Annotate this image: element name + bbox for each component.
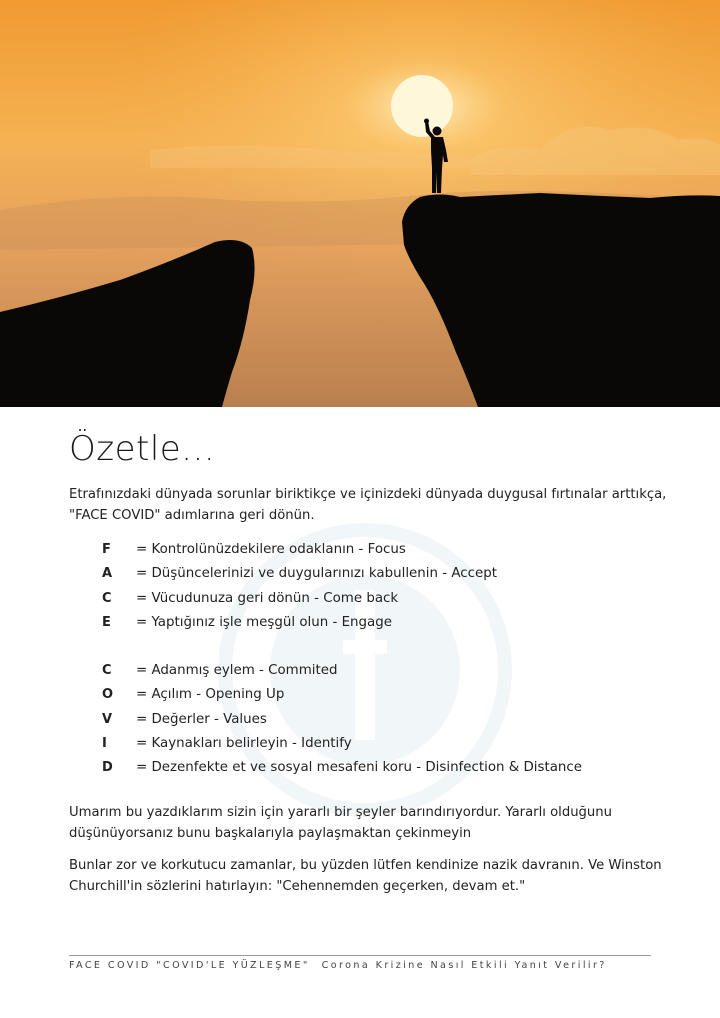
acronym-letter: F — [102, 542, 111, 557]
acronym-text: = Düşüncelerinizi ve duygularınızı kabullenin - Accept — [136, 566, 497, 582]
list-item — [102, 591, 669, 615]
list-item — [102, 663, 669, 687]
list-item — [102, 615, 669, 639]
list-item — [102, 542, 669, 566]
list-item — [102, 566, 669, 590]
acronym-text: = Kontrolünüzdekilere odaklanın - Focus — [136, 542, 406, 557]
footer-right-text: Corona Krizine Nasıl Etkili Yanıt Verilir? — [321, 960, 607, 971]
sunset-cliff-illustration — [0, 0, 720, 407]
page-footer — [69, 955, 651, 971]
acronym-letter: V — [102, 711, 113, 727]
acronym-text: = Yaptığınız işle meşgül olun - Engage — [136, 614, 392, 630]
list-item — [102, 760, 669, 784]
sun — [391, 75, 453, 137]
closing-paragraph-1: Umarım bu yazdıklarım sizin için yararlı bir şeyler barındırıyordur. Yararlı olduğunu düşünüyorsanız bunu başkalarıyla paylaşmaktan çekinmeyin — [69, 804, 613, 841]
acronym-text: = Adanmış eylem - Commited — [136, 663, 338, 679]
list-item — [102, 736, 669, 760]
acronym-letter: D — [102, 760, 113, 776]
acronym-letter: C — [102, 590, 112, 606]
hero-image — [0, 0, 720, 407]
intro-paragraph: Etrafınızdaki dünyada sorunlar biriktikçe ve içinizdeki dünyada duygusal fırtınalar arttıkça, "FACE COVID" adımlarına geri dönün. — [69, 487, 667, 523]
face-covid-list — [102, 542, 669, 785]
page-title: Özetle... — [69, 429, 216, 469]
main-content — [69, 426, 669, 897]
acronym-letter: E — [102, 614, 111, 630]
acronym-text: = Açılım - Opening Up — [136, 687, 285, 703]
footer-left-text: FACE COVID "COVID'LE YÜZLEŞME" — [69, 960, 310, 971]
list-item — [102, 687, 669, 711]
acronym-letter: O — [102, 687, 114, 703]
acronym-text: = Değerler - Values — [136, 711, 267, 727]
closing-paragraph-2: Bunlar zor ve korkutucu zamanlar, bu yüzden lütfen kendinize nazik davranın. Ve Winston Churchill'in sözlerini hatırlayın: "Cehennemden geçerken, devam et." — [69, 857, 662, 894]
list-item — [102, 712, 669, 736]
acronym-letter: C — [102, 663, 112, 679]
acronym-letter: I — [102, 736, 107, 752]
acronym-letter: A — [102, 566, 113, 582]
acronym-text: = Kaynakları belirleyin - Identify — [136, 736, 352, 752]
acronym-text: = Dezenfekte et ve sosyal mesafeni koru - Disinfection & Distance — [136, 760, 583, 776]
acronym-text: = Vücudunuza geri dönün - Come back — [136, 590, 399, 606]
